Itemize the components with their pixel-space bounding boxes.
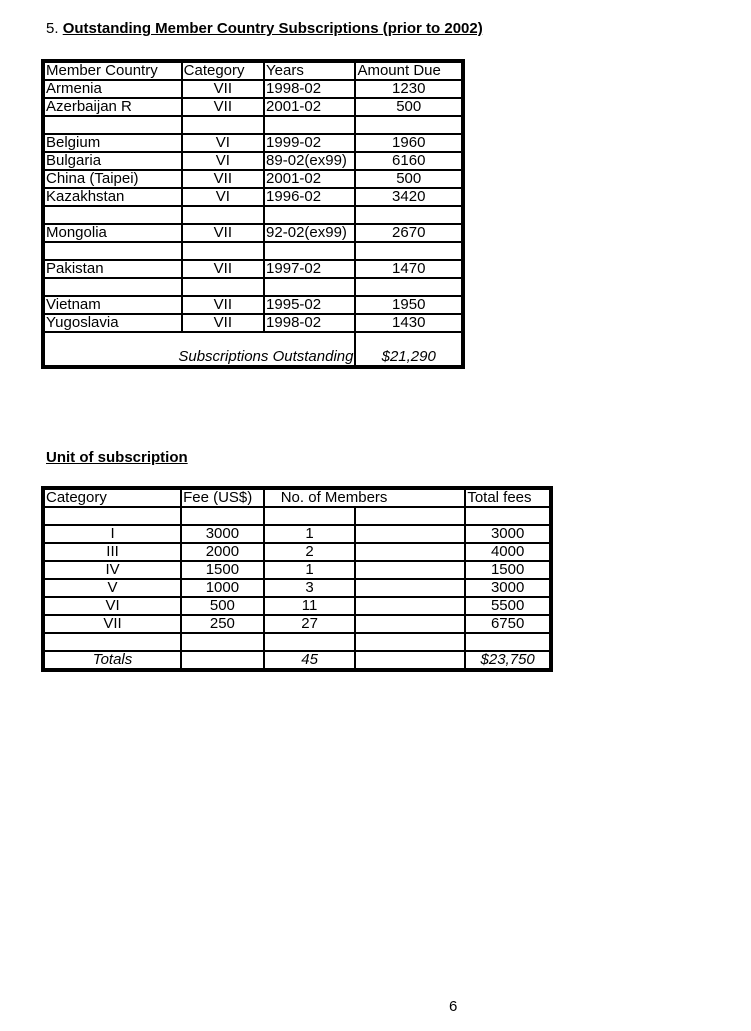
member-country-cell (43, 206, 182, 224)
empty-cell (355, 597, 465, 615)
unit-subscription-table (41, 486, 553, 672)
table-row (43, 134, 463, 152)
member-country-cell: Armenia (43, 80, 182, 98)
unit-heading: Unit of subscription (46, 449, 188, 466)
years-cell: 1998-02 (264, 314, 355, 332)
amount-cell: 1470 (355, 260, 463, 278)
empty-cell (355, 579, 465, 597)
spacer-row (43, 116, 463, 134)
header-fee: Fee (US$) (181, 488, 264, 507)
years-cell: 2001-02 (264, 98, 355, 116)
total-value: $21,290 (355, 349, 463, 367)
header-amount-due: Amount Due (355, 61, 463, 80)
table-row (43, 579, 551, 597)
table-row (43, 260, 463, 278)
years-cell: 1996-02 (264, 188, 355, 206)
table-row (43, 314, 463, 332)
members-cell: 2 (264, 543, 356, 561)
spacer-row (43, 278, 463, 296)
category-cell: V (43, 579, 181, 597)
category-cell: VI (182, 188, 264, 206)
table-row (43, 615, 551, 633)
category-cell: IV (43, 561, 181, 579)
empty-cell (355, 543, 465, 561)
category-cell (182, 116, 264, 134)
empty-cell (355, 615, 465, 633)
total-fees-cell: 6750 (465, 615, 551, 633)
amount-cell: 1950 (355, 296, 463, 314)
members-cell: 1 (264, 561, 356, 579)
amount-cell (355, 242, 463, 260)
fee-cell: 2000 (181, 543, 264, 561)
spacer-row (43, 633, 551, 651)
member-country-cell (43, 116, 182, 134)
member-country-cell: Bulgaria (43, 152, 182, 170)
fee-cell: 500 (181, 597, 264, 615)
member-country-cell: Kazakhstan (43, 188, 182, 206)
category-cell: VI (182, 152, 264, 170)
member-country-cell: Azerbaijan R (43, 98, 182, 116)
category-cell (182, 242, 264, 260)
table-row (43, 98, 463, 116)
years-cell: 1997-02 (264, 260, 355, 278)
header-years: Years (264, 61, 355, 80)
member-country-cell (43, 278, 182, 296)
years-cell: 92-02(ex99) (264, 224, 355, 242)
amount-cell: 1230 (355, 80, 463, 98)
table-row (43, 80, 463, 98)
totals-label: Totals (43, 651, 181, 670)
member-country-cell: China (Taipei) (43, 170, 182, 188)
fee-cell: 250 (181, 615, 264, 633)
years-cell (264, 206, 355, 224)
table-row (43, 188, 463, 206)
category-cell: VI (182, 134, 264, 152)
header-members: No. of Members (264, 488, 466, 507)
total-row (43, 349, 463, 367)
category-cell: III (43, 543, 181, 561)
category-cell (182, 278, 264, 296)
header-category: Category (182, 61, 264, 80)
fee-cell: 1000 (181, 579, 264, 597)
category-cell: VII (182, 260, 264, 278)
years-cell (264, 116, 355, 134)
table-row (43, 224, 463, 242)
members-cell: 1 (264, 525, 356, 543)
fee-cell: 3000 (181, 525, 264, 543)
category-cell: VII (182, 296, 264, 314)
amount-cell: 500 (355, 170, 463, 188)
category-cell: VII (182, 80, 264, 98)
totals-value: $23,750 (465, 651, 551, 670)
total-label: Subscriptions Outstanding (43, 349, 355, 367)
table-row (43, 296, 463, 314)
years-cell (264, 278, 355, 296)
years-cell: 2001-02 (264, 170, 355, 188)
outstanding-subscriptions-table (41, 59, 465, 369)
member-country-cell: Vietnam (43, 296, 182, 314)
amount-cell: 500 (355, 98, 463, 116)
table-header-row (43, 61, 463, 80)
member-country-cell: Mongolia (43, 224, 182, 242)
totals-members: 45 (264, 651, 356, 670)
member-country-cell: Pakistan (43, 260, 182, 278)
table-row (43, 152, 463, 170)
table-header-row (43, 488, 551, 507)
total-fees-cell: 4000 (465, 543, 551, 561)
amount-cell (355, 206, 463, 224)
section-number: 5. (46, 20, 59, 37)
section-title: Outstanding Member Country Subscriptions (prior to 2002) (62, 20, 483, 37)
total-fees-cell: 3000 (465, 579, 551, 597)
amount-cell: 1430 (355, 314, 463, 332)
spacer-row (43, 206, 463, 224)
amount-cell: 2670 (355, 224, 463, 242)
category-cell: VII (182, 170, 264, 188)
empty-cell (355, 561, 465, 579)
table-row (43, 561, 551, 579)
category-cell: VII (43, 615, 181, 633)
amount-cell: 1960 (355, 134, 463, 152)
header-total-fees: Total fees (465, 488, 551, 507)
category-cell: VII (182, 314, 264, 332)
table-row (43, 525, 551, 543)
category-cell (182, 206, 264, 224)
category-cell: VII (182, 224, 264, 242)
spacer-row (43, 507, 551, 525)
amount-cell (355, 278, 463, 296)
header-member-country: Member Country (43, 61, 182, 80)
category-cell: VII (182, 98, 264, 116)
years-cell: 89-02(ex99) (264, 152, 355, 170)
years-cell: 1999-02 (264, 134, 355, 152)
page-number: 6 (449, 998, 458, 1015)
total-fees-cell: 5500 (465, 597, 551, 615)
years-cell: 1998-02 (264, 80, 355, 98)
members-cell: 27 (264, 615, 356, 633)
header-category: Category (43, 488, 181, 507)
member-country-cell: Belgium (43, 134, 182, 152)
members-cell: 11 (264, 597, 356, 615)
table-row (43, 170, 463, 188)
spacer-row (43, 332, 463, 349)
section-heading (46, 20, 483, 37)
amount-cell (355, 116, 463, 134)
amount-cell: 6160 (355, 152, 463, 170)
years-cell (264, 242, 355, 260)
member-country-cell: Yugoslavia (43, 314, 182, 332)
fee-cell: 1500 (181, 561, 264, 579)
table-row (43, 543, 551, 561)
spacer-row (43, 242, 463, 260)
totals-row (43, 651, 551, 670)
empty-cell (355, 525, 465, 543)
member-country-cell (43, 242, 182, 260)
amount-cell: 3420 (355, 188, 463, 206)
table-row (43, 597, 551, 615)
members-cell: 3 (264, 579, 356, 597)
category-cell: I (43, 525, 181, 543)
total-fees-cell: 1500 (465, 561, 551, 579)
category-cell: VI (43, 597, 181, 615)
total-fees-cell: 3000 (465, 525, 551, 543)
years-cell: 1995-02 (264, 296, 355, 314)
